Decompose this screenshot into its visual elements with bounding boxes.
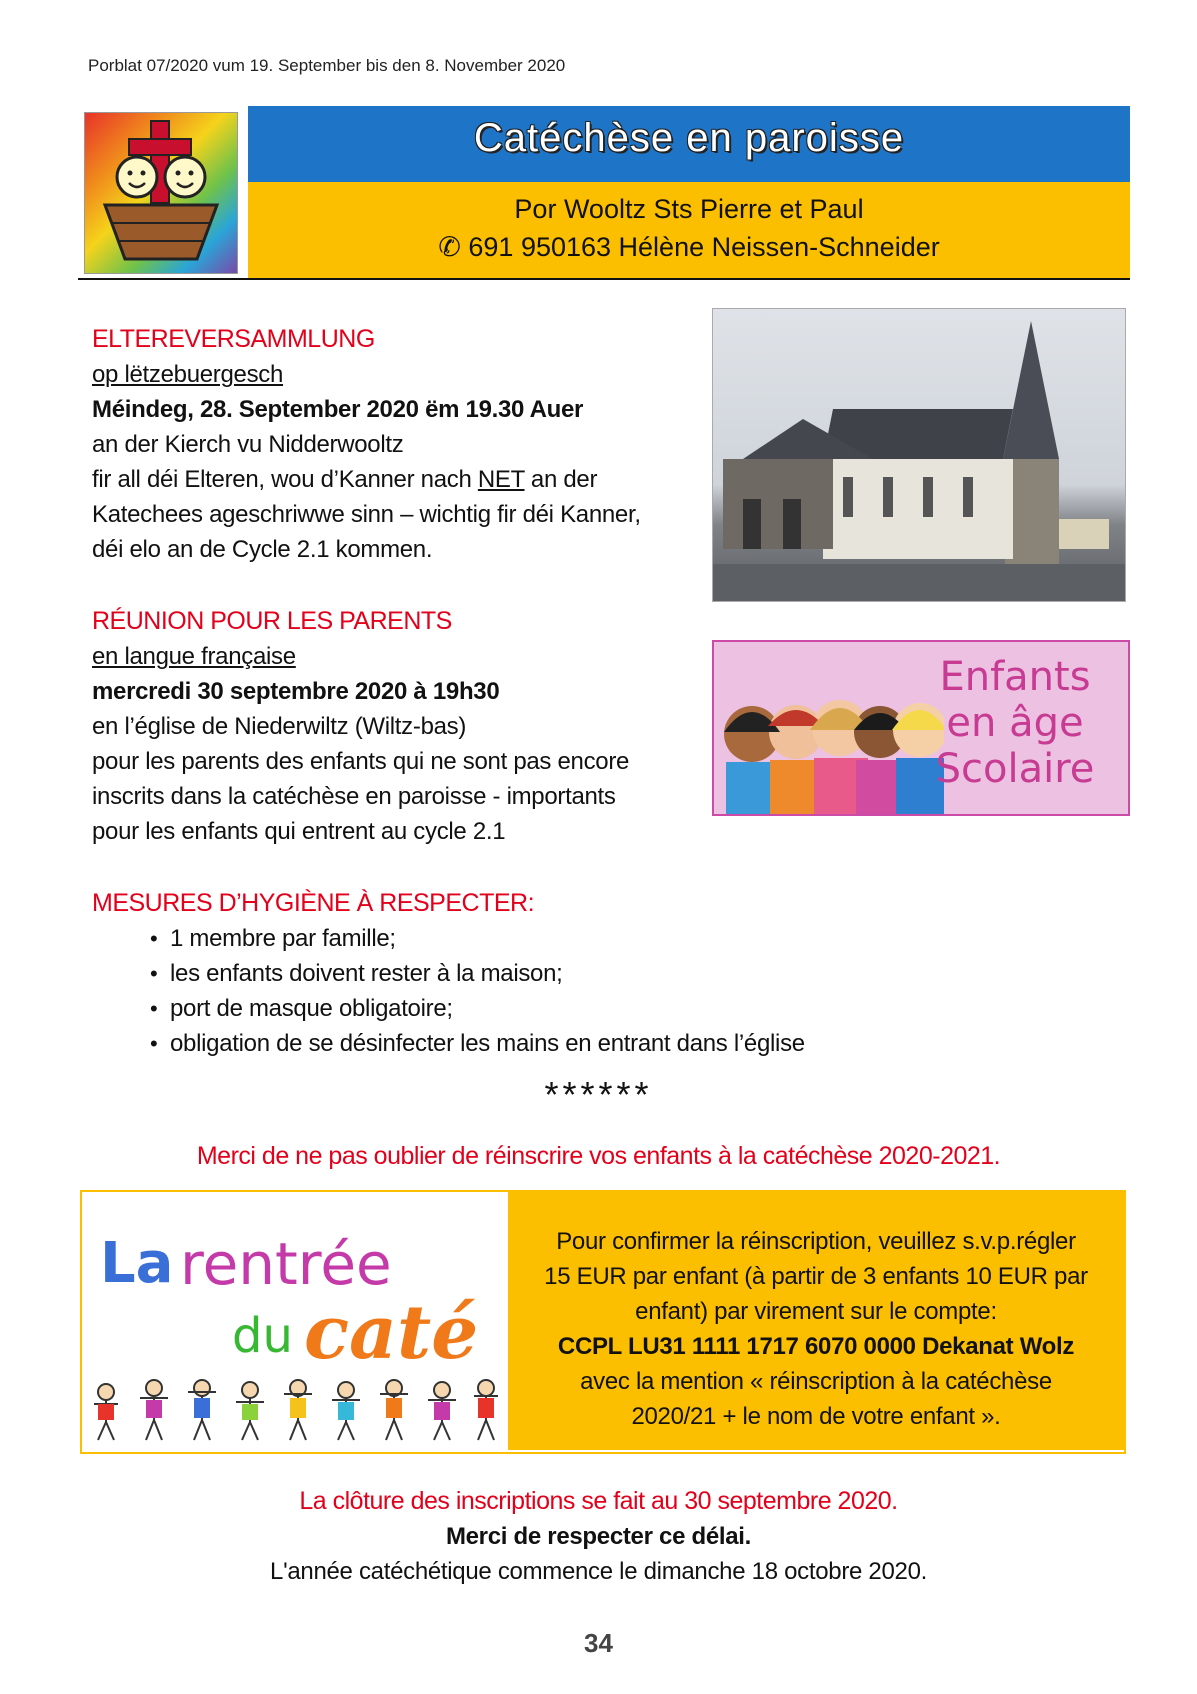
catechesis-logo xyxy=(84,112,238,274)
payment-info xyxy=(508,1192,1124,1450)
emphasis-net: NET xyxy=(477,466,525,493)
banner-title: Catéchèse en paroisse xyxy=(473,116,905,160)
caption-line: en âge xyxy=(946,700,1084,746)
church-photo xyxy=(712,308,1126,602)
section-text: en l’église de Niederwiltz (Wiltz-bas) xyxy=(92,713,467,740)
list-item: • les enfants doivent rester à la maison; xyxy=(92,956,992,991)
section-parents-meeting-lu xyxy=(92,322,702,567)
section-text: inscrits dans la catéchèse en paroisse - importants xyxy=(92,783,616,810)
reinscription-box xyxy=(80,1190,1126,1454)
list-item: • port de masque obligatoire; xyxy=(92,991,992,1026)
kids-image-caption xyxy=(920,654,1110,792)
section-language: op lëtzebuergesch xyxy=(92,361,284,388)
bank-account: CCPL LU31 1111 1717 6070 0000 Dekanat Wolz xyxy=(557,1333,1075,1360)
hygiene-list xyxy=(92,921,992,1061)
rentree-du-cate-image xyxy=(82,1192,508,1450)
section-date: Méindeg, 28. September 2020 ëm 19.30 Auer xyxy=(92,396,584,423)
section-text: déi elo an de Cycle 2.1 kommen. xyxy=(92,536,433,563)
parish-name: Por Wooltz Sts Pierre et Paul xyxy=(514,194,864,224)
year-start-notice: L'année catéchétique commence le dimanche 18 octobre 2020. xyxy=(270,1558,927,1585)
section-date: mercredi 30 septembre 2020 à 19h30 xyxy=(92,678,500,705)
text-fragment: fir all déi Elteren, wou d’Kanner nach xyxy=(92,466,478,493)
school-age-children-image xyxy=(712,640,1130,816)
rentree-du: du xyxy=(232,1308,293,1364)
section-text: Katechees ageschriwwe sinn – wichtig fir déi Kanner, xyxy=(92,501,641,528)
payment-text: 2020/21 + le nom de votre enfant ». xyxy=(631,1403,1001,1430)
list-item: • obligation de se désinfecter les mains en entrant dans l’église xyxy=(92,1026,992,1061)
payment-text: avec la mention « réinscription à la catéchèse xyxy=(580,1368,1052,1395)
section-text: an der Kierch vu Nidderwooltz xyxy=(92,431,404,458)
list-item: • 1 membre par famille; xyxy=(92,921,992,956)
rentree-la: La xyxy=(100,1231,174,1296)
rentree-cate: caté xyxy=(304,1290,479,1376)
section-parents-meeting-fr xyxy=(92,604,702,849)
section-banner xyxy=(78,106,1130,278)
section-heading: MESURES D’HYGIÈNE À RESPECTER: xyxy=(92,889,535,917)
caption-line: Scolaire xyxy=(935,746,1095,792)
section-hygiene xyxy=(92,886,992,1061)
page-header-line: Porblat 07/2020 vum 19. September bis den 8. November 2020 xyxy=(88,56,566,75)
section-heading: ELTEREVERSAMMLUNG xyxy=(92,325,375,353)
deadline-notice: La clôture des inscriptions se fait au 30 septembre 2020. xyxy=(299,1487,898,1515)
text-fragment: an der xyxy=(524,466,598,493)
closing-notes xyxy=(0,1484,1197,1589)
section-text: pour les parents des enfants qui ne sont pas encore xyxy=(92,748,630,775)
section-text: pour les enfants qui entrent au cycle 2.1 xyxy=(92,818,506,845)
section-language: en langue française xyxy=(92,643,296,670)
banner-subtitle xyxy=(248,190,1130,266)
payment-text: enfant) par virement sur le compte: xyxy=(635,1298,997,1325)
payment-text: 15 EUR par enfant (à partir de 3 enfants 10 EUR par xyxy=(544,1263,1088,1290)
caption-line: Enfants xyxy=(939,654,1091,700)
page-number: 34 xyxy=(584,1628,613,1658)
reinscription-reminder: Merci de ne pas oublier de réinscrire vos enfants à la catéchèse 2020-2021. xyxy=(196,1142,1001,1170)
banner-rule xyxy=(78,278,1130,280)
payment-text: Pour confirmer la réinscription, veuillez s.v.p.régler xyxy=(556,1228,1076,1255)
contact-phone: ✆ 691 950163 Hélène Neissen-Schneider xyxy=(438,232,940,262)
section-heading: RÉUNION POUR LES PARENTS xyxy=(92,607,452,635)
rentree-word: rentrée xyxy=(180,1230,392,1298)
respect-deadline-notice: Merci de respecter ce délai. xyxy=(445,1523,752,1550)
separator-stars: ****** xyxy=(544,1074,653,1115)
section-text xyxy=(92,462,702,497)
